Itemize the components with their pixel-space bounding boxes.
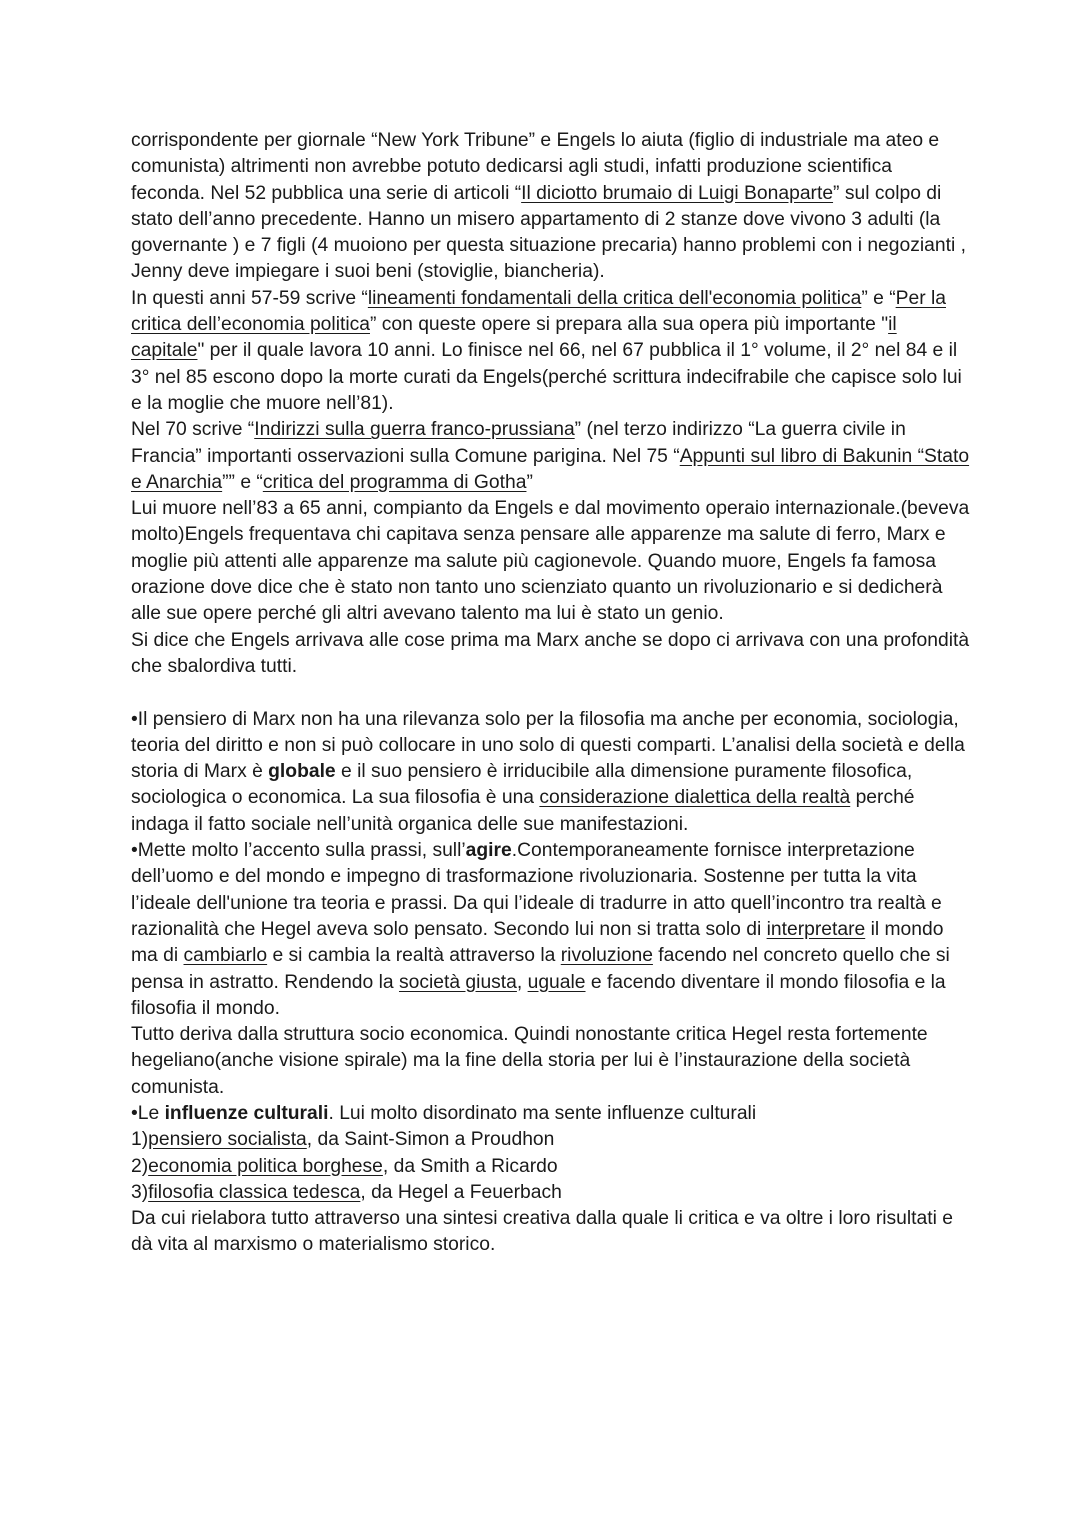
underlined-text: uguale <box>527 971 586 993</box>
text-run: ”” e “ <box>222 471 263 493</box>
underlined-text: filosofia classica tedesca <box>148 1181 361 1203</box>
underlined-text: Appunti sul libro di Bakunin “Stato e Anarchia <box>131 445 970 493</box>
underlined-text: pensiero socialista <box>148 1129 307 1151</box>
text-run: , <box>516 971 528 993</box>
text-run: Tutto deriva dalla struttura socio economica. Quindi nonostante critica Hegel resta fortemente hegeliano(anche visione spirale) ma la fine della storia per lui è l’instaurazione della società comunista. <box>131 1024 928 1098</box>
bold-text: influenze culturali <box>164 1102 329 1124</box>
underlined-text: interpretare <box>766 918 866 940</box>
paragraph <box>131 1206 970 1259</box>
text-run: perché indaga il fatto sociale nell’unità organica delle sue manifestazioni. <box>131 787 915 835</box>
paragraph <box>131 1154 970 1180</box>
underlined-text: il capitale <box>131 314 897 362</box>
paragraph <box>131 1101 970 1127</box>
underlined-text: società giusta <box>398 971 517 993</box>
paragraph <box>131 496 970 627</box>
text-run: e si cambia la realtà attraverso la <box>267 945 561 967</box>
text-run: Si dice che Engels arrivava alle cose prima ma Marx anche se dopo ci arrivava con una profondità che sbalordiva tutti. <box>131 629 970 677</box>
underlined-text: cambiarlo <box>183 945 268 967</box>
underlined-text: Per la critica dell’economia politica <box>131 287 946 336</box>
section-1 <box>131 128 970 680</box>
paragraph <box>131 128 970 286</box>
underlined-text: rivoluzione <box>560 945 653 967</box>
text-run: ” e “ <box>861 287 896 309</box>
text-run: ” <box>526 471 533 493</box>
text-run: . Lui molto disordinato ma sente influenze culturali <box>328 1102 757 1124</box>
paragraph <box>131 286 970 417</box>
text-run: •Il pensiero di Marx non ha una rilevanza solo per la filosofia ma anche per economia, sociologia, teoria del diritto e non si può collocare in uno solo di questi comparti. L’analisi della società e della storia di Marx è <box>131 708 965 783</box>
text-run: e il suo pensiero è irriducibile alla dimensione puramente filosofica, sociologica o economica. La sua filosofia è una <box>131 761 913 809</box>
document-body <box>131 128 970 1259</box>
text-run: 3) <box>131 1181 149 1203</box>
underlined-text: economia politica borghese <box>148 1155 383 1177</box>
underlined-text: Il diciotto brumaio di Luigi Bonaparte <box>521 182 834 204</box>
text-run: , da Hegel a Feuerbach <box>360 1181 562 1203</box>
text-run: ” con queste opere si prepara alla sua opera più importante " <box>369 314 889 336</box>
paragraph <box>131 838 970 1022</box>
text-run: , da Smith a Ricardo <box>382 1155 558 1177</box>
paragraph <box>131 628 970 681</box>
text-run: , da Saint-Simon a Proudhon <box>306 1129 555 1151</box>
bold-text: globale <box>268 761 336 783</box>
text-run: In questi anni 57-59 scrive “ <box>131 287 368 309</box>
paragraph <box>131 417 970 496</box>
text-run: ” (nel terzo indirizzo “La guerra civile in Francia” importanti osservazioni sulla Comune parigina. Nel 75 “ <box>131 419 906 467</box>
text-run: facendo nel concreto quello che si pensa in astratto. Rendendo la <box>131 945 950 993</box>
text-run: •Le <box>131 1102 165 1124</box>
text-run: Lui muore nell’83 a 65 anni, compianto da Engels e dal movimento operaio internazionale.(beveva molto)Engels frequentava chi capitava senza pensare alle apparenze ma salute di ferro, Marx e moglie più attenti alle apparenze ma salute più cagionevole. Quando muore, Engels fa famosa orazione dove dice che è stato non tanto uno scienziato quanto un rivoluzionario e si dedicherà alle sue opere perché gli altri avevano talento ma lui è stato un genio. <box>131 498 970 625</box>
text-run: •Mette molto l’accento sulla prassi, sull’ <box>131 840 466 862</box>
text-run: " per il quale lavora 10 anni. Lo finisce nel 66, nel 67 pubblica il 1° volume, il 2° nel 84 e il 3° nel 85 escono dopo la morte curati da Engels(perché scrittura indecifrabile che capisce solo lui e la moglie che muore nell’81). <box>131 340 962 414</box>
text-run: Da cui rielabora tutto attraverso una sintesi creativa dalla quale li critica e va oltre i loro risultati e dà vita al marxismo o materialismo storico. <box>131 1208 953 1256</box>
bold-text: agire <box>465 840 512 862</box>
text-run: ” sul colpo di stato dell’anno precedente. Hanno un misero appartamento di 2 stanze dove vivono 3 adulti (la governante ) e 7 figli (4 muoiono per questa situazione precaria) hanno problemi con i negozianti , Jenny deve impiegare i suoi beni (stoviglie, biancheria). <box>131 182 966 283</box>
underlined-text: Indirizzi sulla guerra franco-prussiana <box>254 419 575 441</box>
paragraph <box>131 1127 970 1153</box>
text-run: 1) <box>131 1129 149 1151</box>
paragraph <box>131 1180 970 1206</box>
underlined-text: considerazione dialettica della realtà <box>539 787 851 809</box>
underlined-text: lineamenti fondamentali della critica dell'economia politica <box>367 287 862 309</box>
text-run: Nel 70 scrive “ <box>131 419 255 441</box>
text-run: corrispondente per giornale “New York Tribune” e Engels lo aiuta (figlio di industriale ma ateo e comunista) altrimenti non avrebbe potuto dedicarsi agli studi, infatti produzione scientifica feconda. Nel 52 pubblica una serie di articoli “ <box>131 130 940 204</box>
paragraph <box>131 1022 970 1101</box>
underlined-text: critica del programma di Gotha <box>262 471 527 493</box>
section-2 <box>131 707 970 1259</box>
section-spacer <box>131 680 970 706</box>
text-run: il mondo ma di <box>131 918 944 967</box>
text-run: e facendo diventare il mondo filosofia e la filosofia il mondo. <box>131 971 946 1019</box>
paragraph <box>131 707 970 838</box>
text-run: .Contemporaneamente fornisce interpretazione dell’uomo e del mondo e impegno di trasformazione rivoluzionaria. Sostenne per tutta la vita l’ideale dell'unione tra teoria e prassi. Da qui l’ideale di tradurre in atto quell’incontro tra realtà e razionalità che Hegel aveva solo pensato. Secondo lui non si tratta solo di <box>131 840 942 940</box>
text-run: 2) <box>131 1155 149 1177</box>
